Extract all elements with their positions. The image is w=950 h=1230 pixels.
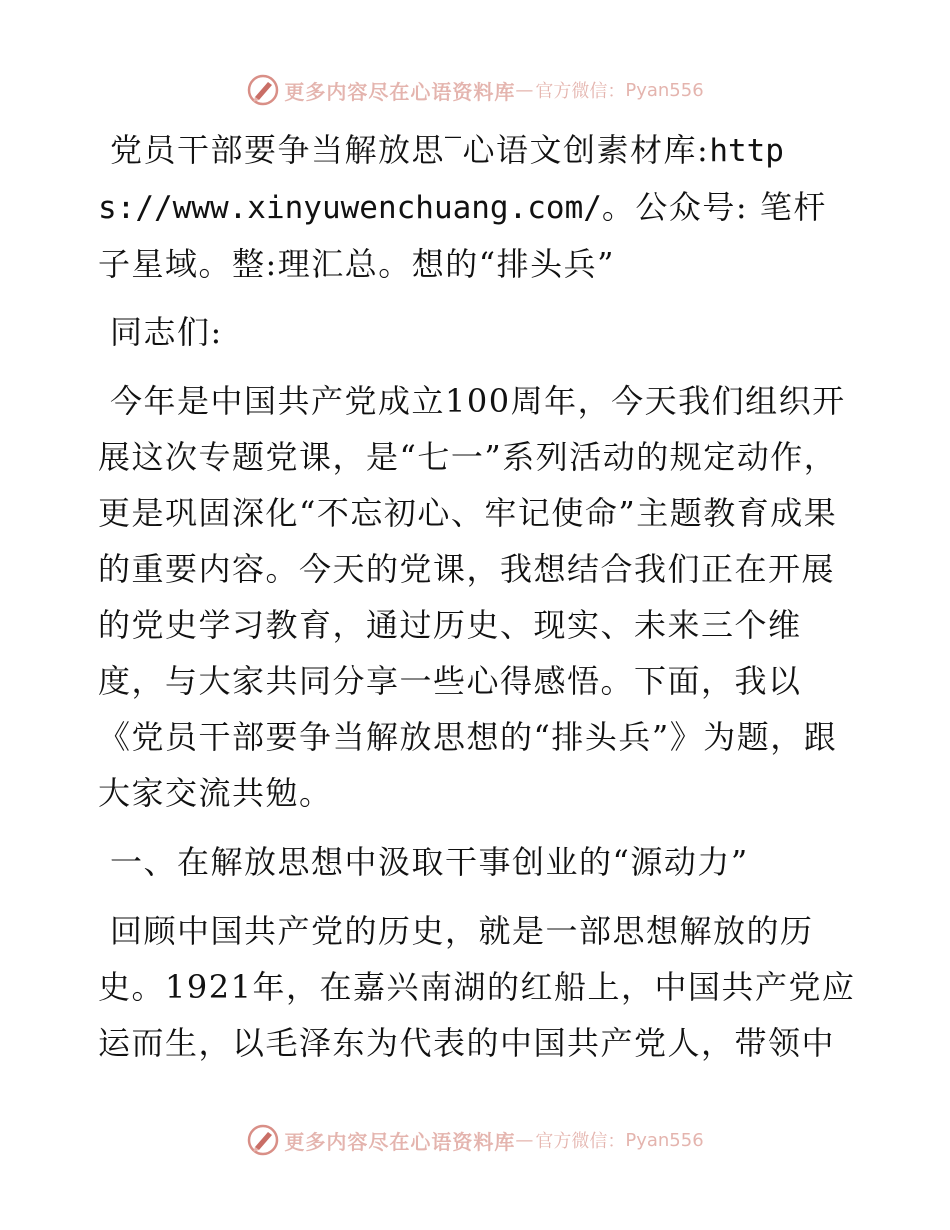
greeting: 同志们: <box>110 313 223 351</box>
paragraph-1: 今年是中国共产党成立100周年，今天我们组织开展这次专题党课，是“七一”系列活动的规定动作，更是巩固深化“不忘初心、牢记使命”主题教育成果的重要内容。今天的党课，我想结合我们正在开展的党史学习教育，通过历史、现实、未来三个维度，与大家共同分享一些心得感悟。下面，我以《党员干部要争当解放思想的“排头兵”》为题，跟大家交流共勉。 <box>98 382 846 812</box>
watermark-wechat-id: Pyan556 <box>625 1129 704 1151</box>
title-part2: 。公众号: 笔杆子星域。整:理汇总。想的“排头兵” <box>98 188 827 283</box>
watermark-dash: — <box>515 1129 534 1151</box>
source-url: https://www.xinyuwenchuang.com/ <box>98 133 784 226</box>
document-body <box>98 122 858 1084</box>
watermark-wechat-label: 官方微信： <box>535 81 626 102</box>
header-watermark-banner <box>0 70 950 110</box>
watermark-dash: — <box>515 79 534 101</box>
watermark-wechat-id: Pyan556 <box>625 79 704 101</box>
footer-watermark-banner <box>0 1120 950 1160</box>
title-part1: 党员干部要争当解放思 <box>110 131 446 169</box>
watermark-main-text: 更多内容尽在心语资料库 <box>284 79 516 104</box>
pen-logo-icon <box>246 73 280 107</box>
title-inserted-text: ‾心语文创素材库: <box>445 131 710 169</box>
document-title <box>98 122 858 292</box>
watermark-wechat-label: 官方微信： <box>535 1131 626 1152</box>
paragraph-2: 回顾中国共产党的历史，就是一部思想解放的历史。1921年，在嘉兴南湖的红船上，中国共产党应运而生，以毛泽东为代表的中国共产党人，带领中 <box>98 912 856 1062</box>
watermark-main-text: 更多内容尽在心语资料库 <box>284 1129 516 1154</box>
section-heading-1: 一、在解放思想中汲取干事创业的“源动力” <box>110 843 749 881</box>
pen-logo-icon <box>246 1123 280 1157</box>
